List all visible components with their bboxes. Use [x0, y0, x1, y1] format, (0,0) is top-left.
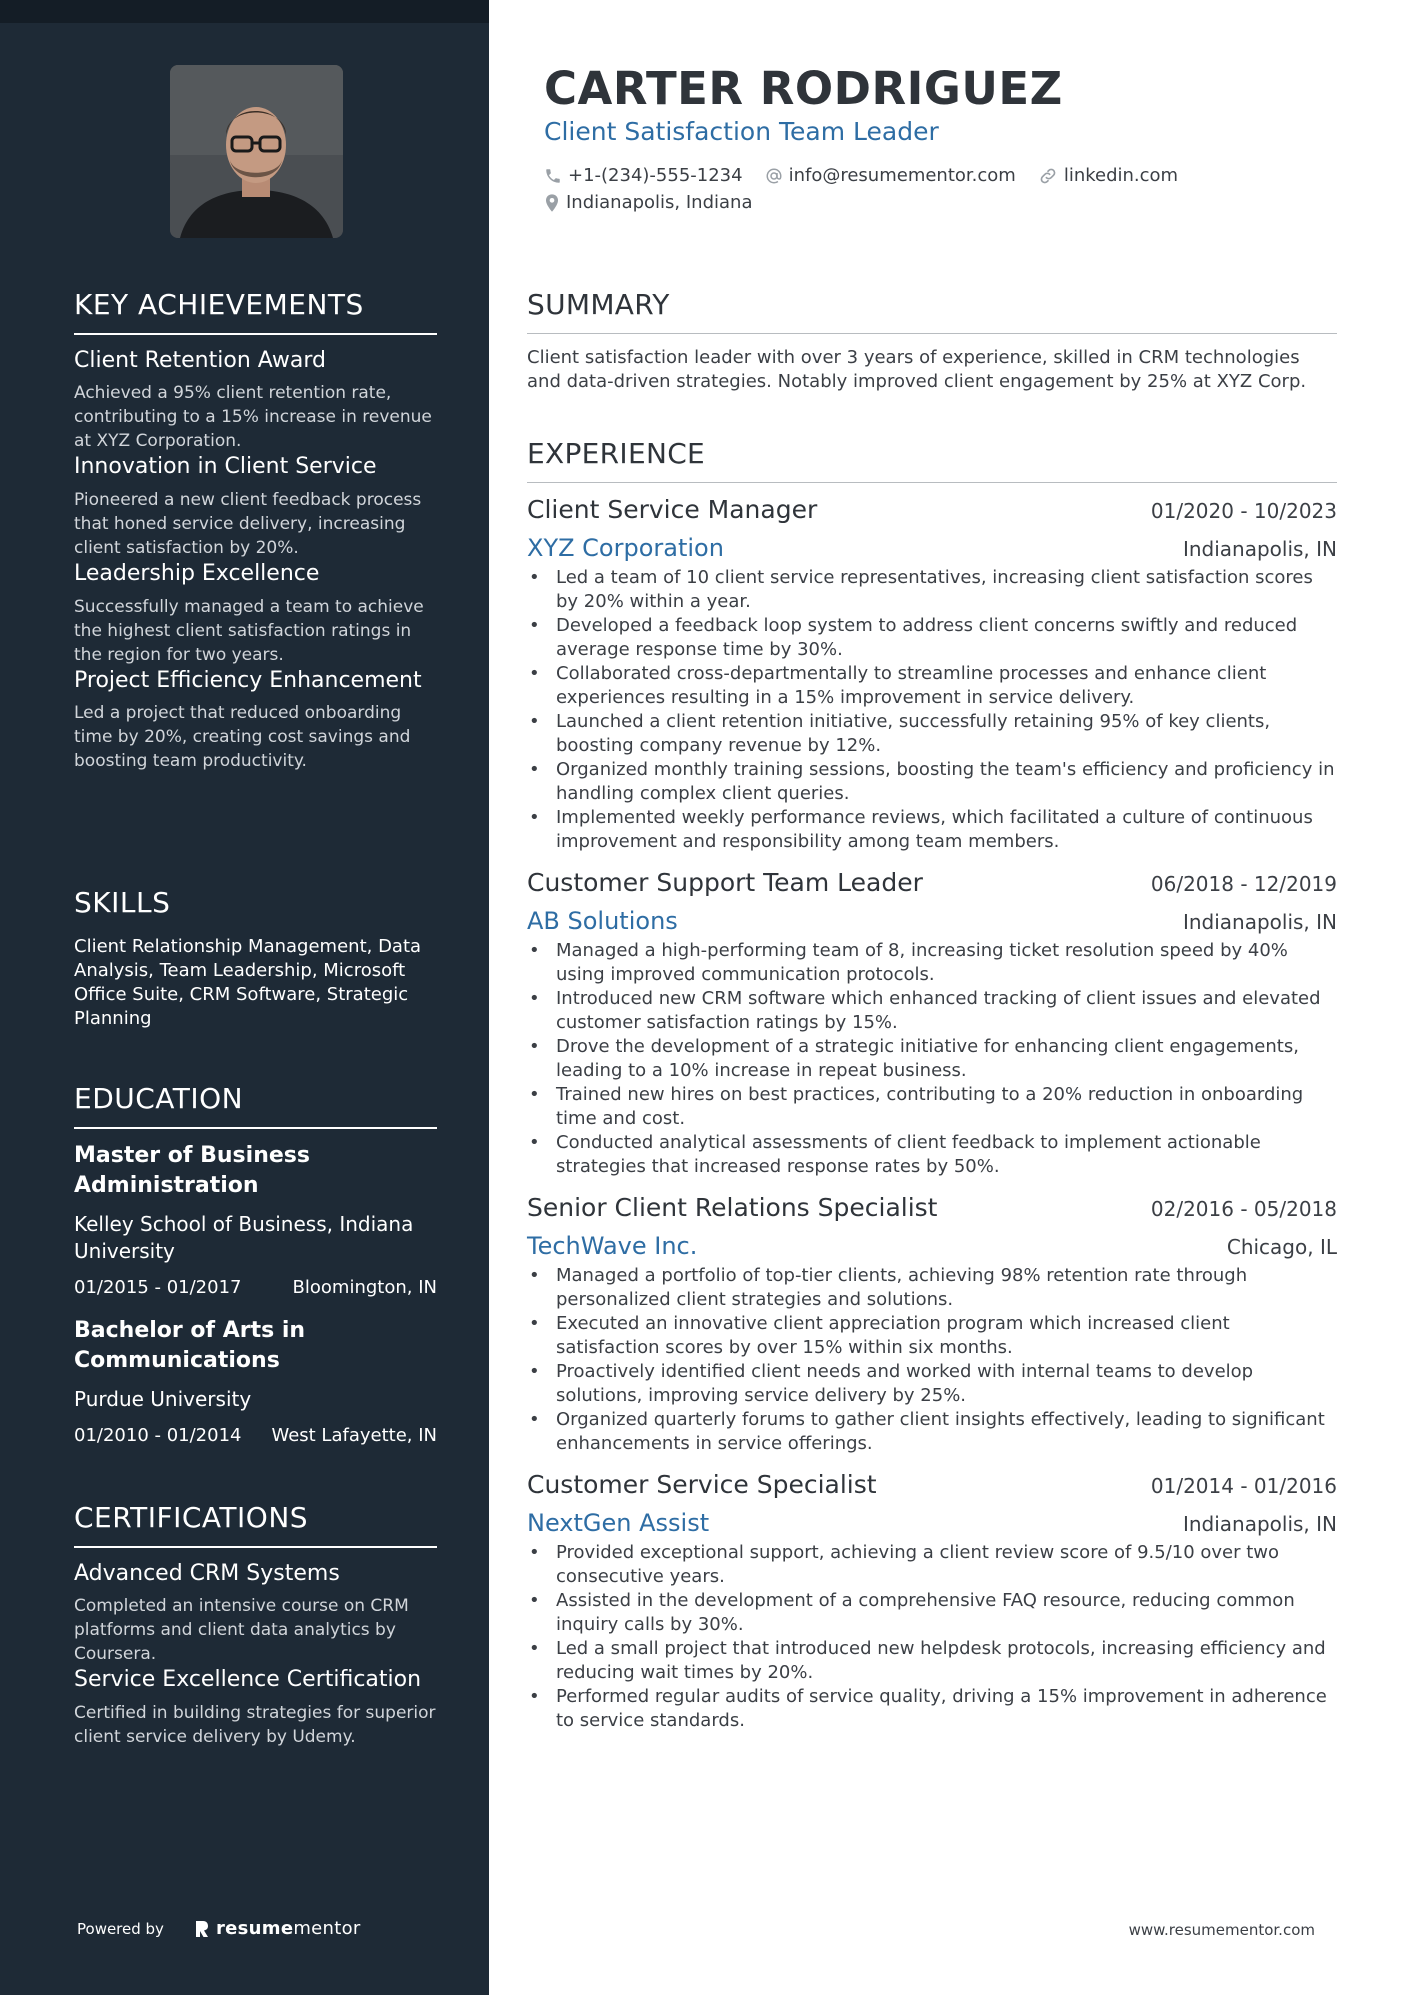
summary-section	[527, 290, 1337, 394]
job-location: Indianapolis, IN	[1182, 1511, 1337, 1536]
logo-text-bold: resume	[215, 1918, 294, 1939]
job-location: Chicago, IL	[1226, 1234, 1337, 1259]
education-meta	[74, 1425, 437, 1446]
education-item	[74, 1141, 437, 1298]
education-item	[74, 1316, 437, 1446]
education-degree: Bachelor of Arts in Communications	[74, 1317, 306, 1373]
avatar-illustration	[170, 65, 343, 238]
job-bullet: • Provided exceptional support, achieving a client review score of 9.5/10 over two consecutive years.	[527, 1541, 1337, 1589]
job-location: Indianapolis, IN	[1182, 909, 1337, 934]
job-company: AB Solutions	[527, 906, 678, 935]
job-company: NextGen Assist	[527, 1508, 710, 1537]
sidebar-top-strip	[0, 0, 489, 23]
job-entry	[527, 1193, 1337, 1456]
skills-heading: SKILLS	[74, 886, 171, 919]
job-bullets	[527, 1264, 1337, 1456]
contact-location	[544, 192, 753, 213]
job-dates: 02/2016 - 05/2018	[1150, 1196, 1337, 1221]
contact-row	[544, 192, 753, 213]
sidebar	[0, 0, 489, 1995]
certifications-heading: CERTIFICATIONS	[74, 1503, 437, 1548]
job-dates: 01/2014 - 01/2016	[1150, 1473, 1337, 1498]
experience-section	[527, 439, 1337, 1747]
job-bullet: • Led a small project that introduced new helpdesk protocols, increasing efficiency and reducing wait times by 20%.	[527, 1637, 1337, 1685]
job-company: XYZ Corporation	[527, 533, 724, 562]
summary-text: Client satisfaction leader with over 3 years of experience, skilled in CRM technologies and data-driven strategies. Notably improved client engagement by 25% at XYZ Corp.	[527, 346, 1307, 392]
achievement-desc: Achieved a 95% client retention rate, contributing to a 15% increase in revenue at XYZ Corporation.	[74, 383, 432, 452]
link-icon	[1038, 166, 1058, 186]
job-entry	[527, 1470, 1337, 1733]
certification-item	[74, 1666, 437, 1749]
achievement-desc: Led a project that reduced onboarding time by 20%, creating cost savings and boosting team productivity.	[74, 703, 411, 772]
job-bullets	[527, 566, 1337, 854]
achievement-desc: Successfully managed a team to achieve the highest client satisfaction ratings in the region for two years.	[74, 596, 424, 665]
achievement-item	[74, 560, 437, 667]
education-meta	[74, 1277, 437, 1298]
job-bullet: • Implemented weekly performance reviews, which facilitated a culture of continuous improvement and responsibility among team members.	[527, 806, 1337, 854]
job-bullet: • Proactively identified client needs and worked with internal teams to develop solutions, improving service delivery by 25%.	[527, 1360, 1337, 1408]
achievement-item	[74, 667, 437, 774]
phone-text: +1-(234)-555-1234	[568, 165, 743, 186]
certification-desc: Certified in building strategies for superior client service delivery by Udemy.	[74, 1702, 436, 1747]
job-dates: 06/2018 - 12/2019	[1150, 871, 1337, 896]
job-title: Customer Support Team Leader	[527, 867, 923, 897]
resumementor-logo[interactable]	[194, 1918, 361, 1939]
job-title: Senior Client Relations Specialist	[527, 1192, 938, 1222]
candidate-name: CARTER RODRIGUEZ	[544, 62, 1063, 115]
achievements-heading: KEY ACHIEVEMENTS	[74, 290, 437, 335]
education-dates: 01/2010 - 01/2014	[74, 1424, 242, 1446]
contact-row	[544, 165, 1178, 186]
job-bullet: • Trained new hires on best practices, contributing to a 20% reduction in onboarding time and cost.	[527, 1083, 1337, 1131]
job-bullet: • Collaborated cross-departmentally to streamline processes and enhance client experiences resulting in a 15% improvement in service delivery.	[527, 662, 1337, 710]
job-bullet: • Assisted in the development of a comprehensive FAQ resource, reducing common inquiry calls by 30%.	[527, 1589, 1337, 1637]
education-location: West Lafayette, IN	[271, 1424, 437, 1446]
achievement-title: Leadership Excellence	[74, 560, 320, 586]
education-dates: 01/2015 - 01/2017	[74, 1276, 242, 1298]
education-section	[74, 1084, 437, 1446]
job-bullet: • Introduced new CRM software which enhanced tracking of client issues and elevated customer satisfaction ratings by 15%.	[527, 987, 1337, 1035]
contact-email[interactable]	[765, 165, 1016, 186]
job-bullet: • Conducted analytical assessments of client feedback to implement actionable strategies that increased response rates by 50%.	[527, 1131, 1337, 1179]
job-dates: 01/2020 - 10/2023	[1150, 498, 1337, 523]
logo-text-thin: mentor	[293, 1918, 361, 1939]
job-bullet: • Managed a high-performing team of 8, increasing ticket resolution speed by 40% using improved communication protocols.	[527, 939, 1337, 987]
certification-title: Advanced CRM Systems	[74, 1560, 340, 1586]
education-location: Bloomington, IN	[292, 1276, 437, 1298]
experience-heading: EXPERIENCE	[527, 439, 1337, 483]
job-bullets	[527, 939, 1337, 1179]
achievement-item	[74, 453, 437, 560]
education-school: Purdue University	[74, 1386, 252, 1411]
email-text: info@resumementor.com	[788, 165, 1016, 186]
location-text: Indianapolis, Indiana	[566, 192, 753, 213]
job-bullet: • Led a team of 10 client service representatives, increasing client satisfaction scores by 20% within a year.	[527, 566, 1337, 614]
achievement-item	[74, 347, 437, 454]
job-title: Customer Service Specialist	[527, 1469, 877, 1499]
achievement-desc: Pioneered a new client feedback process that honed service delivery, increasing client satisfaction by 20%.	[74, 489, 422, 558]
job-bullets	[527, 1541, 1337, 1733]
certification-desc: Completed an intensive course on CRM platforms and client data analytics by Coursera.	[74, 1596, 409, 1665]
location-pin-icon	[544, 193, 560, 213]
skills-section	[74, 888, 437, 1031]
job-company: TechWave Inc.	[527, 1231, 698, 1260]
job-bullet: • Launched a client retention initiative, successfully retaining 95% of key clients, boosting company revenue by 12%.	[527, 710, 1337, 758]
job-title: Client Service Manager	[527, 494, 818, 524]
certification-item	[74, 1560, 437, 1667]
certifications-section	[74, 1503, 437, 1749]
powered-by-label: Powered by	[77, 1919, 164, 1938]
contact-linkedin[interactable]	[1038, 165, 1178, 186]
achievement-title: Project Efficiency Enhancement	[74, 667, 422, 693]
profile-photo	[170, 65, 343, 238]
contact-phone[interactable]	[544, 165, 743, 186]
phone-icon	[544, 167, 562, 185]
resumementor-logo-icon	[194, 1919, 210, 1939]
education-heading: EDUCATION	[74, 1084, 437, 1129]
achievement-title: Innovation in Client Service	[74, 454, 377, 480]
summary-heading: SUMMARY	[527, 290, 1337, 334]
job-bullet: • Performed regular audits of service quality, driving a 15% improvement in adherence to service standards.	[527, 1685, 1337, 1733]
powered-by	[77, 1918, 361, 1939]
job-bullet: • Developed a feedback loop system to address client concerns swiftly and reduced average response time by 30%.	[527, 614, 1337, 662]
job-bullet: • Organized monthly training sessions, boosting the team's efficiency and proficiency in handling complex client queries.	[527, 758, 1337, 806]
candidate-role: Client Satisfaction Team Leader	[544, 117, 939, 146]
achievement-title: Client Retention Award	[74, 347, 327, 373]
certification-title: Service Excellence Certification	[74, 1667, 422, 1693]
achievements-section	[74, 290, 437, 773]
job-bullet: • Drove the development of a strategic initiative for enhancing client engagements, leading to a 10% increase in repeat business.	[527, 1035, 1337, 1083]
job-bullet: • Executed an innovative client appreciation program which increased client satisfaction scores by over 15% within six months.	[527, 1312, 1337, 1360]
education-degree: Master of Business Administration	[74, 1142, 310, 1198]
job-bullet: • Managed a portfolio of top-tier clients, achieving 98% retention rate through personalized client strategies and solutions.	[527, 1264, 1337, 1312]
main-content	[489, 0, 1410, 1995]
job-location: Indianapolis, IN	[1182, 536, 1337, 561]
skills-text: Client Relationship Management, Data Analysis, Team Leadership, Microsoft Office Suite, CRM Software, Strategic Planning	[74, 935, 422, 1029]
job-entry	[527, 868, 1337, 1179]
job-bullet: • Organized quarterly forums to gather client insights effectively, leading to significant enhancements in service offerings.	[527, 1408, 1337, 1456]
linkedin-text: linkedin.com	[1063, 165, 1179, 186]
education-school: Kelley School of Business, Indiana University	[74, 1211, 414, 1263]
at-icon	[765, 167, 783, 185]
footer-website-link[interactable]: www.resumementor.com	[1128, 1921, 1315, 1939]
job-entry	[527, 495, 1337, 854]
